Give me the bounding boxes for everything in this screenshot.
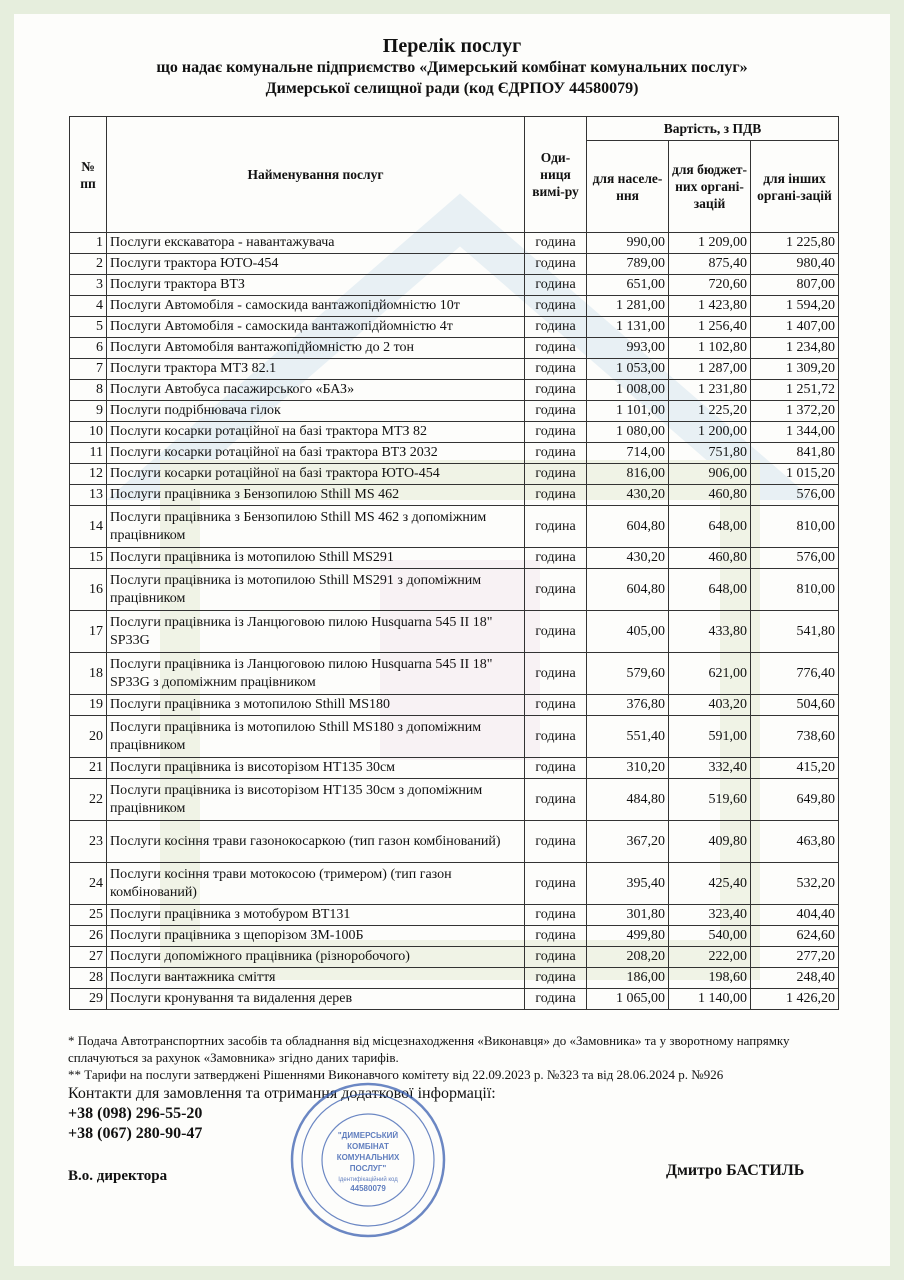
service-name: Послуги працівника з Бензопилою Sthill MS 462 <box>107 485 525 506</box>
price-other: 624,60 <box>751 926 839 947</box>
price-population: 499,80 <box>587 926 669 947</box>
title-line-2: що надає комунальне підприємство «Димерський комбінат комунальних послуг» <box>156 59 748 76</box>
service-unit: година <box>525 401 587 422</box>
price-budget: 621,00 <box>669 653 751 695</box>
price-budget: 540,00 <box>669 926 751 947</box>
table-row <box>70 317 839 338</box>
price-other: 841,80 <box>751 443 839 464</box>
signature-name: Дмитро БАСТИЛЬ <box>666 1162 805 1179</box>
price-other: 1 225,80 <box>751 233 839 254</box>
service-name: Послуги працівника із Ланцюговою пилою Husquarna 545 II 18" SP33G з допоміжним працівником <box>107 653 525 695</box>
price-population: 1 281,00 <box>587 296 669 317</box>
title-line-3: Димерської селищної ради (код ЄДРПОУ 44580079) <box>265 80 639 97</box>
row-number: 18 <box>70 653 107 695</box>
service-name: Послуги трактора ЮТО-454 <box>107 254 525 275</box>
service-name: Послуги трактора ВТЗ <box>107 275 525 296</box>
table-row <box>70 905 839 926</box>
price-population: 405,00 <box>587 611 669 653</box>
service-unit: година <box>525 464 587 485</box>
price-other: 1 594,20 <box>751 296 839 317</box>
service-name: Послуги допоміжного працівника (різноробочого) <box>107 947 525 968</box>
row-number: 2 <box>70 254 107 275</box>
price-budget: 906,00 <box>669 464 751 485</box>
price-other: 776,40 <box>751 653 839 695</box>
price-other: 1 234,80 <box>751 338 839 359</box>
table-row <box>70 695 839 716</box>
service-name: Послуги косіння трави мотокосою (тримером) (тип газон комбінований) <box>107 863 525 905</box>
header-population: для населе-ння <box>587 141 669 233</box>
row-number: 1 <box>70 233 107 254</box>
price-population: 579,60 <box>587 653 669 695</box>
price-population: 990,00 <box>587 233 669 254</box>
svg-text:"ДИМЕРСЬКИЙ: "ДИМЕРСЬКИЙ <box>337 1131 399 1140</box>
service-name: Послуги працівника з мотопилою Sthill MS180 <box>107 695 525 716</box>
price-budget: 323,40 <box>669 905 751 926</box>
price-other: 277,20 <box>751 947 839 968</box>
row-number: 21 <box>70 758 107 779</box>
price-other: 415,20 <box>751 758 839 779</box>
price-budget: 720,60 <box>669 275 751 296</box>
price-population: 186,00 <box>587 968 669 989</box>
service-name: Послуги Автомобіля вантажопідйомністю до 2 тон <box>107 338 525 359</box>
price-budget: 751,80 <box>669 443 751 464</box>
row-number: 26 <box>70 926 107 947</box>
header-cost: Вартість, з ПДВ <box>587 117 839 141</box>
price-population: 604,80 <box>587 506 669 548</box>
price-budget: 1 423,80 <box>669 296 751 317</box>
table-row <box>70 947 839 968</box>
service-name: Послуги працівника із висоторізом НТ135 30см <box>107 758 525 779</box>
price-budget: 332,40 <box>669 758 751 779</box>
price-population: 1 065,00 <box>587 989 669 1010</box>
row-number: 8 <box>70 380 107 401</box>
price-population: 301,80 <box>587 905 669 926</box>
svg-text:КОМБІНАТ: КОМБІНАТ <box>347 1142 389 1151</box>
phone-1: +38 (098) 296-55-20 <box>68 1105 203 1122</box>
service-unit: година <box>525 989 587 1010</box>
price-budget: 433,80 <box>669 611 751 653</box>
price-budget: 409,80 <box>669 821 751 863</box>
price-other: 649,80 <box>751 779 839 821</box>
service-name: Послуги косарки ротаційної на базі трактора МТЗ 82 <box>107 422 525 443</box>
price-budget: 1 140,00 <box>669 989 751 1010</box>
price-other: 532,20 <box>751 863 839 905</box>
price-other: 1 407,00 <box>751 317 839 338</box>
table-row <box>70 779 839 821</box>
service-name: Послуги екскаватора - навантажувача <box>107 233 525 254</box>
footnote-2: ** Тарифи на послуги затверджені Рішеннями Виконавчого комітету від 22.09.2023 р. №323 та від 28.06.2024 р. №926 <box>68 1067 724 1082</box>
title-line-1: Перелік послуг <box>382 35 522 57</box>
row-number: 20 <box>70 716 107 758</box>
service-unit: година <box>525 359 587 380</box>
price-population: 1 053,00 <box>587 359 669 380</box>
row-number: 15 <box>70 548 107 569</box>
price-other: 576,00 <box>751 548 839 569</box>
service-unit: година <box>525 485 587 506</box>
price-budget: 222,00 <box>669 947 751 968</box>
table-row <box>70 422 839 443</box>
service-unit: година <box>525 317 587 338</box>
price-other: 738,60 <box>751 716 839 758</box>
price-other: 980,40 <box>751 254 839 275</box>
table-row <box>70 548 839 569</box>
service-unit: година <box>525 695 587 716</box>
price-budget: 403,20 <box>669 695 751 716</box>
table-row <box>70 506 839 548</box>
table-row <box>70 485 839 506</box>
row-number: 5 <box>70 317 107 338</box>
price-other: 1 372,20 <box>751 401 839 422</box>
price-other: 1 015,20 <box>751 464 839 485</box>
price-other: 810,00 <box>751 506 839 548</box>
service-name: Послуги працівника із Ланцюговою пилою Husquarna 545 II 18" SP33G <box>107 611 525 653</box>
row-number: 11 <box>70 443 107 464</box>
row-number: 14 <box>70 506 107 548</box>
price-budget: 460,80 <box>669 485 751 506</box>
price-other: 1 309,20 <box>751 359 839 380</box>
table-row <box>70 401 839 422</box>
price-budget: 425,40 <box>669 863 751 905</box>
header-name: Найменування послуг <box>107 117 525 233</box>
price-budget: 460,80 <box>669 548 751 569</box>
row-number: 28 <box>70 968 107 989</box>
service-name: Послуги косарки ротаційної на базі трактора ЮТО-454 <box>107 464 525 485</box>
service-name: Послуги Автобуса пасажирського «БАЗ» <box>107 380 525 401</box>
table-row <box>70 359 839 380</box>
signature-role: В.о. директора <box>68 1168 168 1184</box>
service-name: Послуги кронування та видалення дерев <box>107 989 525 1010</box>
price-population: 376,80 <box>587 695 669 716</box>
price-budget: 1 256,40 <box>669 317 751 338</box>
price-budget: 1 225,20 <box>669 401 751 422</box>
service-unit: година <box>525 968 587 989</box>
service-unit: година <box>525 653 587 695</box>
row-number: 24 <box>70 863 107 905</box>
table-row <box>70 989 839 1010</box>
table-row <box>70 338 839 359</box>
row-number: 23 <box>70 821 107 863</box>
svg-text:ПОСЛУГ": ПОСЛУГ" <box>349 1164 387 1173</box>
price-budget: 1 200,00 <box>669 422 751 443</box>
service-unit: година <box>525 863 587 905</box>
table-row <box>70 611 839 653</box>
price-population: 816,00 <box>587 464 669 485</box>
service-name: Послуги косарки ротаційної на базі трактора ВТЗ 2032 <box>107 443 525 464</box>
table-row <box>70 758 839 779</box>
service-name: Послуги працівника з мотобуром ВТ131 <box>107 905 525 926</box>
table-row <box>70 716 839 758</box>
header-other: для інших органі-зацій <box>751 141 839 233</box>
price-population: 208,20 <box>587 947 669 968</box>
price-other: 463,80 <box>751 821 839 863</box>
price-budget: 198,60 <box>669 968 751 989</box>
service-unit: година <box>525 821 587 863</box>
svg-text:КОМУНАЛЬНИХ: КОМУНАЛЬНИХ <box>336 1153 400 1162</box>
price-budget: 1 287,00 <box>669 359 751 380</box>
price-budget: 875,40 <box>669 254 751 275</box>
service-name: Послуги працівника із мотопилою Sthill MS291 <box>107 548 525 569</box>
service-name: Послуги косіння трави газонокосаркою (тип газон комбінований) <box>107 821 525 863</box>
table-row <box>70 926 839 947</box>
service-name: Послуги працівника з щепорізом ЗМ-100Б <box>107 926 525 947</box>
service-name: Послуги працівника із мотопилою Sthill MS180 з допоміжним працівником <box>107 716 525 758</box>
service-unit: година <box>525 926 587 947</box>
services-table <box>69 116 839 1010</box>
service-unit: година <box>525 716 587 758</box>
price-population: 789,00 <box>587 254 669 275</box>
official-stamp <box>288 1080 448 1240</box>
phone-2: +38 (067) 280-90-47 <box>68 1125 203 1142</box>
price-other: 1 251,72 <box>751 380 839 401</box>
svg-text:Ідентифікаційний код: Ідентифікаційний код <box>338 1177 398 1183</box>
svg-text:44580079: 44580079 <box>350 1184 386 1193</box>
price-population: 367,20 <box>587 821 669 863</box>
price-population: 551,40 <box>587 716 669 758</box>
services-table-body <box>70 233 839 1010</box>
service-unit: година <box>525 422 587 443</box>
row-number: 12 <box>70 464 107 485</box>
row-number: 7 <box>70 359 107 380</box>
document-title <box>0 36 904 99</box>
contacts-label: Контакти для замовлення та отримання додаткової інформації: <box>68 1085 496 1102</box>
service-unit: година <box>525 380 587 401</box>
service-unit: година <box>525 611 587 653</box>
row-number: 17 <box>70 611 107 653</box>
price-population: 1 101,00 <box>587 401 669 422</box>
price-population: 310,20 <box>587 758 669 779</box>
price-other: 248,40 <box>751 968 839 989</box>
row-number: 10 <box>70 422 107 443</box>
service-name: Послуги вантажника сміття <box>107 968 525 989</box>
row-number: 25 <box>70 905 107 926</box>
price-other: 1 426,20 <box>751 989 839 1010</box>
header-budget: для бюджет-них органі-зацій <box>669 141 751 233</box>
service-unit: година <box>525 548 587 569</box>
service-name: Послуги Автомобіля - самоскида вантажопідйомністю 4т <box>107 317 525 338</box>
table-row <box>70 275 839 296</box>
price-other: 1 344,00 <box>751 422 839 443</box>
price-budget: 591,00 <box>669 716 751 758</box>
service-name: Послуги трактора МТЗ 82.1 <box>107 359 525 380</box>
table-row <box>70 653 839 695</box>
service-unit: година <box>525 275 587 296</box>
footnotes <box>68 1032 838 1083</box>
service-name: Послуги працівника з Бензопилою Sthill MS 462 з допоміжним працівником <box>107 506 525 548</box>
table-row <box>70 569 839 611</box>
service-name: Послуги працівника із мотопилою Sthill MS291 з допоміжним працівником <box>107 569 525 611</box>
price-population: 604,80 <box>587 569 669 611</box>
price-population: 395,40 <box>587 863 669 905</box>
price-population: 484,80 <box>587 779 669 821</box>
service-unit: година <box>525 254 587 275</box>
table-row <box>70 443 839 464</box>
price-budget: 519,60 <box>669 779 751 821</box>
price-budget: 1 209,00 <box>669 233 751 254</box>
price-other: 810,00 <box>751 569 839 611</box>
price-population: 430,20 <box>587 548 669 569</box>
service-name: Послуги подрібнювача гілок <box>107 401 525 422</box>
service-unit: година <box>525 779 587 821</box>
row-number: 16 <box>70 569 107 611</box>
price-population: 1 080,00 <box>587 422 669 443</box>
row-number: 9 <box>70 401 107 422</box>
price-population: 1 131,00 <box>587 317 669 338</box>
price-other: 807,00 <box>751 275 839 296</box>
service-unit: година <box>525 758 587 779</box>
table-row <box>70 296 839 317</box>
header-num: № пп <box>70 117 107 233</box>
row-number: 4 <box>70 296 107 317</box>
price-budget: 1 102,80 <box>669 338 751 359</box>
price-population: 430,20 <box>587 485 669 506</box>
service-unit: година <box>525 233 587 254</box>
row-number: 19 <box>70 695 107 716</box>
service-unit: година <box>525 443 587 464</box>
price-population: 1 008,00 <box>587 380 669 401</box>
price-budget: 648,00 <box>669 569 751 611</box>
footnote-1: * Подача Автотранспортних засобів та обладнання від місцезнаходження «Виконавця» до «Замовника» та у зворотному напрямку сплачуються за рахунок «Замовника» згідно даних тарифів. <box>68 1033 790 1065</box>
row-number: 27 <box>70 947 107 968</box>
service-unit: година <box>525 506 587 548</box>
price-other: 404,40 <box>751 905 839 926</box>
table-row <box>70 821 839 863</box>
table-row <box>70 254 839 275</box>
table-row <box>70 233 839 254</box>
price-population: 714,00 <box>587 443 669 464</box>
service-unit: година <box>525 905 587 926</box>
row-number: 22 <box>70 779 107 821</box>
row-number: 29 <box>70 989 107 1010</box>
table-row <box>70 968 839 989</box>
price-budget: 1 231,80 <box>669 380 751 401</box>
service-unit: година <box>525 947 587 968</box>
table-row <box>70 380 839 401</box>
price-other: 541,80 <box>751 611 839 653</box>
service-unit: година <box>525 296 587 317</box>
row-number: 13 <box>70 485 107 506</box>
table-row <box>70 863 839 905</box>
price-population: 993,00 <box>587 338 669 359</box>
service-name: Послуги працівника із висоторізом НТ135 30см з допоміжним працівником <box>107 779 525 821</box>
service-unit: година <box>525 338 587 359</box>
row-number: 6 <box>70 338 107 359</box>
price-budget: 648,00 <box>669 506 751 548</box>
price-other: 576,00 <box>751 485 839 506</box>
table-row <box>70 464 839 485</box>
service-name: Послуги Автомобіля - самоскида вантажопідйомністю 10т <box>107 296 525 317</box>
service-unit: година <box>525 569 587 611</box>
row-number: 3 <box>70 275 107 296</box>
price-population: 651,00 <box>587 275 669 296</box>
header-unit: Оди-ниця вимі-ру <box>525 117 587 233</box>
price-other: 504,60 <box>751 695 839 716</box>
